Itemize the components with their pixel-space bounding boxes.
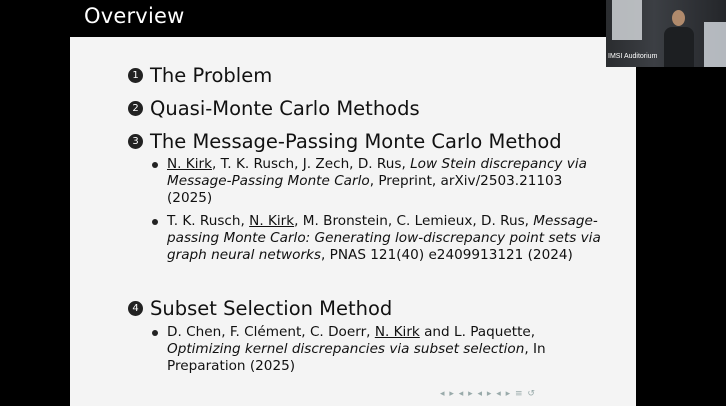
outline-item-1 [128, 64, 272, 87]
reference-3 [167, 324, 607, 374]
outline-item-2 [128, 97, 420, 120]
reference-venue: , PNAS 121(40) e2409913121 (2024) [321, 246, 573, 263]
beamer-navigation-bar[interactable]: ◂ ▸ ◂ ▸ ◂ ▸ ◂ ▸ ≡ ↺ [440, 389, 536, 399]
reference-author-underlined: N. Kirk [167, 156, 212, 172]
reference-venue: , In Preparation (2025) [167, 340, 546, 374]
reference-title: Low Stein discrepancy via Message-Passing Monte Carlo [167, 156, 587, 189]
reference-author-underlined: N. Kirk [249, 213, 295, 229]
outline-item-4 [128, 297, 392, 320]
number-badge: 1 [128, 68, 143, 83]
outline-item-3 [128, 130, 562, 153]
screen-background [704, 22, 726, 67]
number-badge: 3 [128, 134, 143, 149]
speaker-body [664, 27, 694, 67]
reference-authors-pre: T. K. Rusch, [167, 213, 250, 229]
reference-authors-pre: D. Chen, F. Clément, C. Doerr, [167, 324, 375, 340]
slide-title: Overview [84, 4, 185, 28]
speaker-figure [664, 10, 694, 67]
outline-label: The Problem [150, 64, 273, 87]
speaker-video-feed[interactable] [606, 0, 726, 67]
reference-1 [167, 156, 607, 206]
reference-venue: , Preprint, arXiv/2503.21103 (2025) [167, 172, 563, 206]
bullet-dot [152, 219, 158, 225]
reference-authors: , T. K. Rusch, J. Zech, D. Rus, [211, 156, 411, 172]
reference-authors: , M. Bronstein, C. Lemieux, D. Rus, [294, 213, 534, 229]
outline-label: Quasi-Monte Carlo Methods [150, 97, 420, 120]
reference-authors: and L. Paquette, [419, 324, 536, 340]
number-badge: 2 [128, 101, 143, 116]
camera-caption: IMSI Auditorium [608, 53, 658, 60]
reference-title: Message-passing Monte Carlo: Generating low-discrepancy point sets via graph neural networks [167, 213, 601, 263]
speaker-head [672, 10, 685, 26]
whiteboard-background [612, 0, 642, 40]
bullet-dot [152, 162, 158, 168]
number-badge: 4 [128, 301, 143, 316]
reference-author-underlined: N. Kirk [374, 324, 420, 340]
outline-label: Subset Selection Method [150, 297, 393, 320]
reference-title: Optimizing kernel discrepancies via subset selection [167, 340, 525, 357]
reference-2 [167, 213, 607, 263]
outline-label: The Message-Passing Monte Carlo Method [150, 130, 562, 153]
bullet-dot [152, 330, 158, 336]
